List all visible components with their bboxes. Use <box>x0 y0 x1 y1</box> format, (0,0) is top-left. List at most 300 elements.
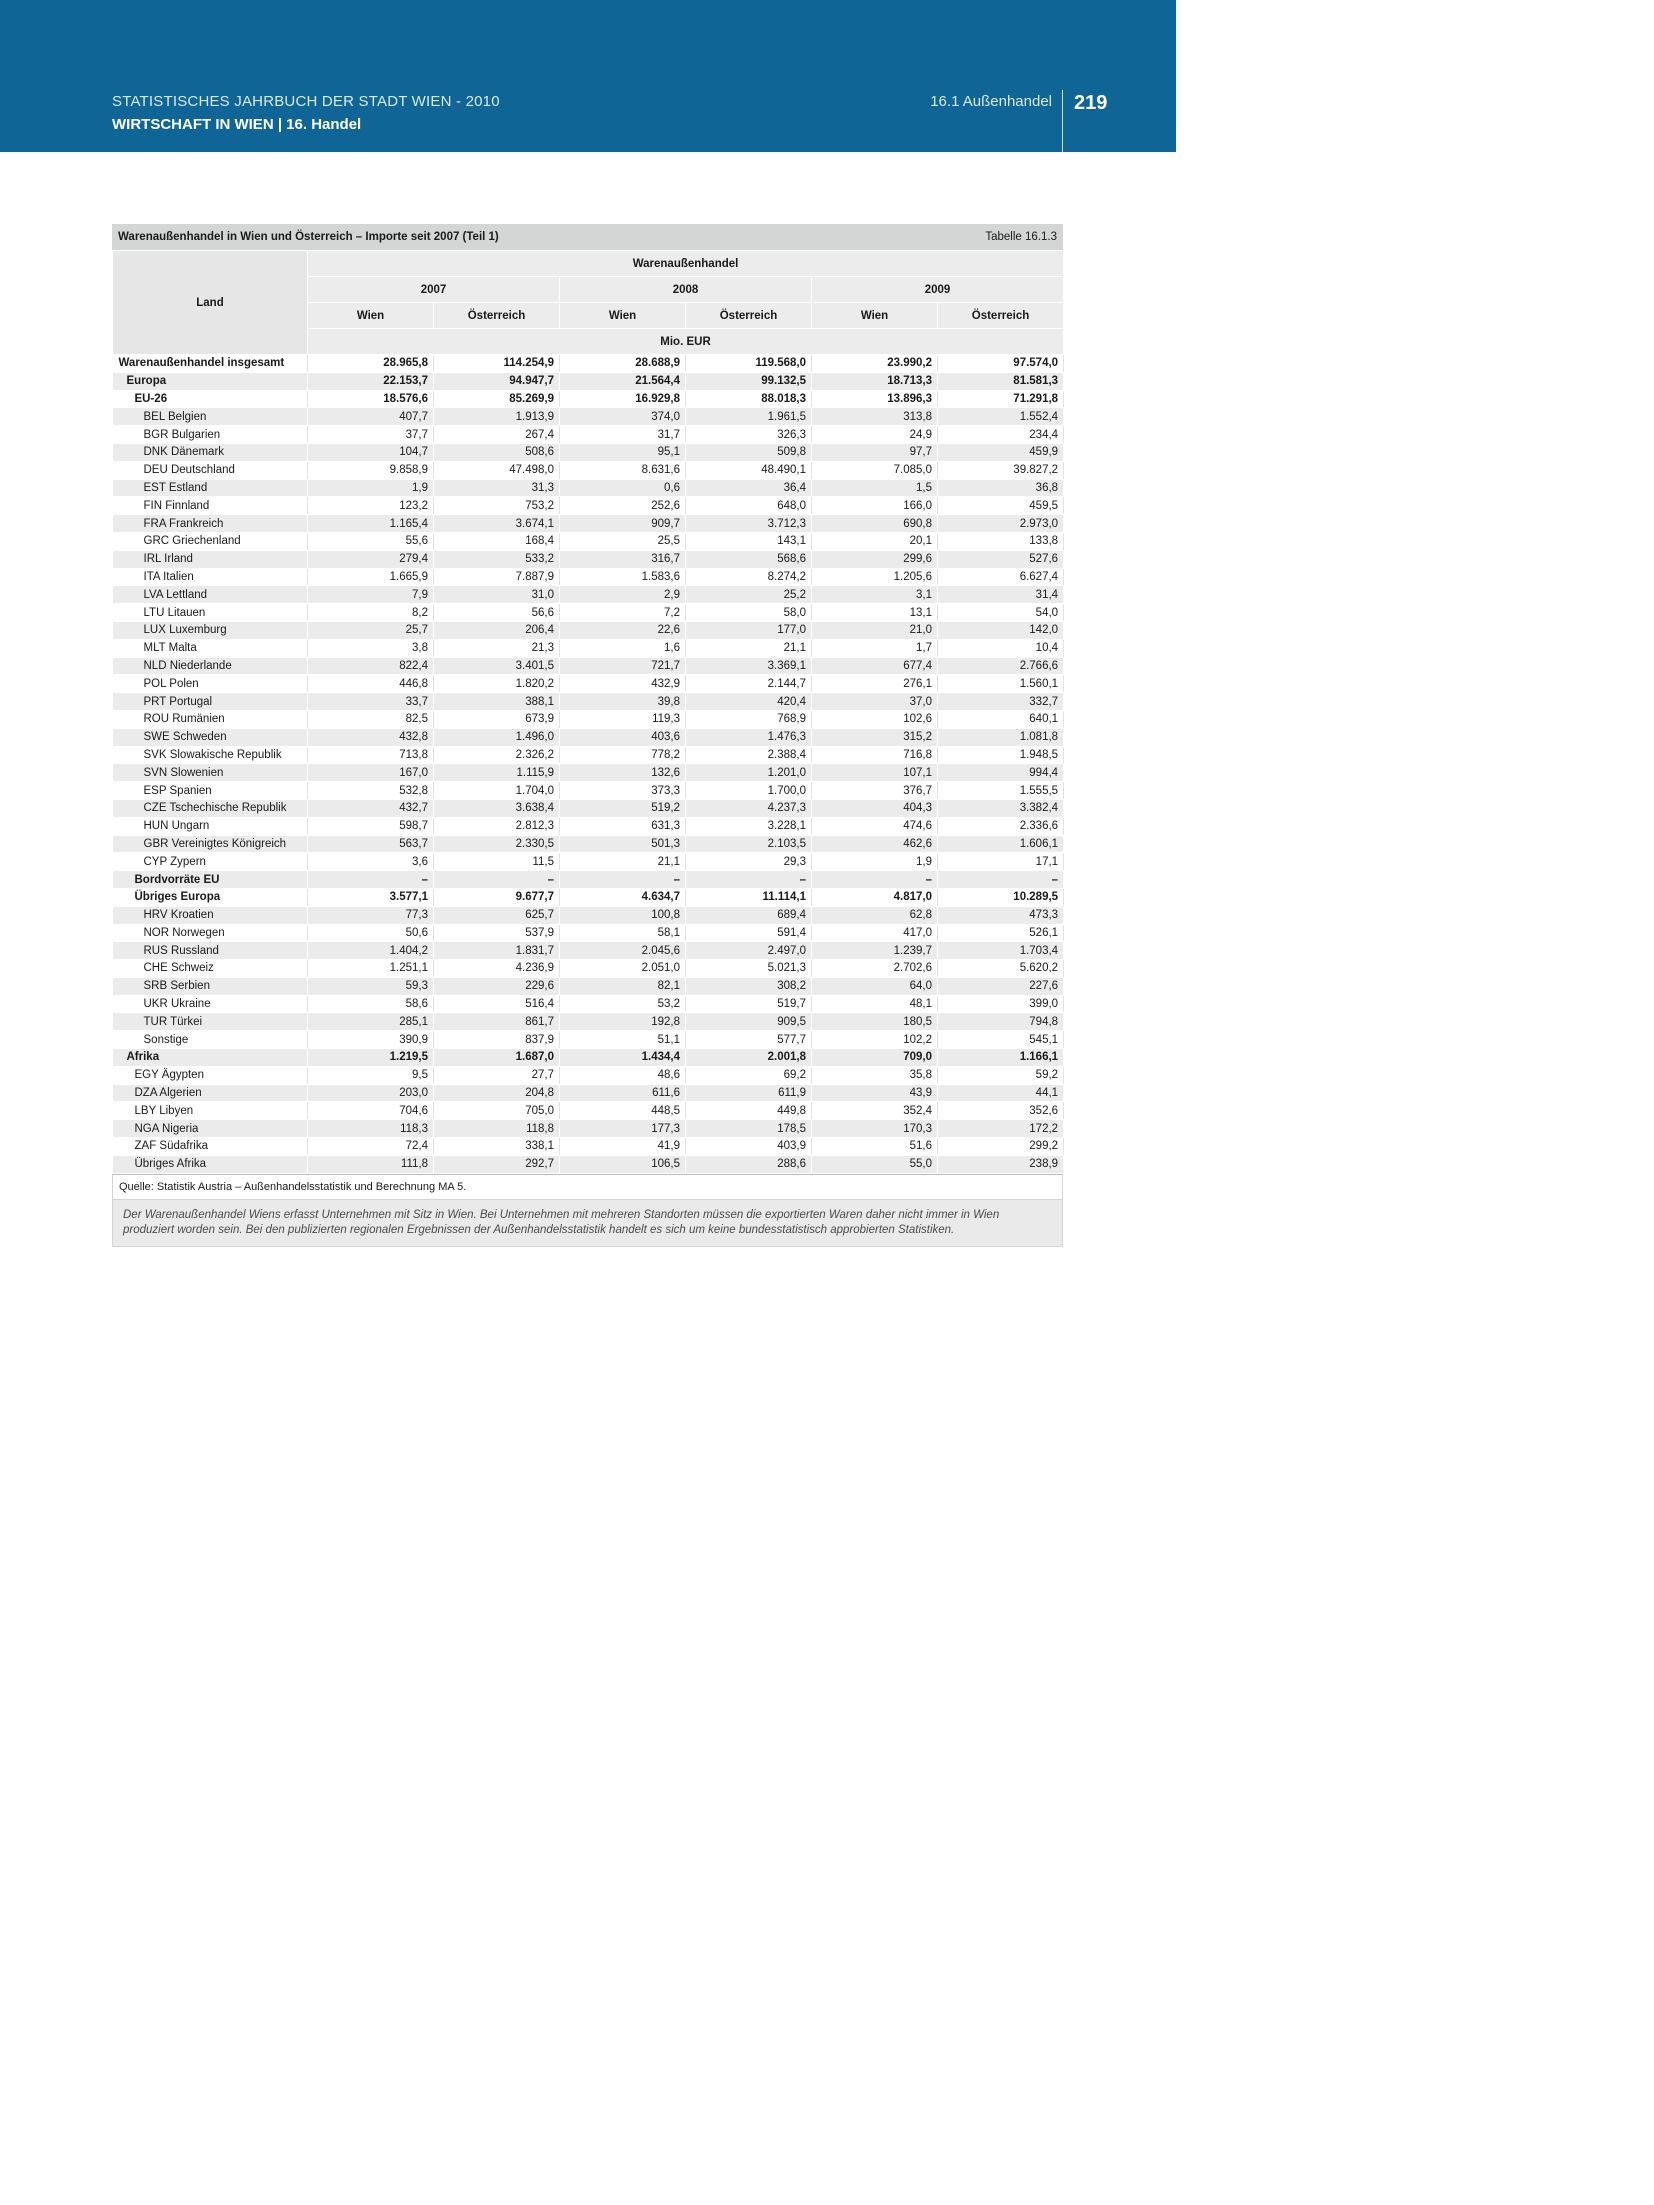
value-cell: 7.887,9 <box>434 568 560 586</box>
value-cell: 1.961,5 <box>686 408 812 426</box>
row-label: CYP Zypern <box>113 853 308 871</box>
row-label: NLD Niederlande <box>113 657 308 675</box>
table-row <box>113 408 1064 426</box>
row-label: PRT Portugal <box>113 693 308 711</box>
value-cell: 94.947,7 <box>434 372 560 390</box>
value-cell: 403,6 <box>560 728 686 746</box>
row-label: Afrika <box>113 1049 308 1067</box>
value-cell: 43,9 <box>812 1084 938 1102</box>
table-row <box>113 906 1064 924</box>
value-cell: 2.144,7 <box>686 675 812 693</box>
value-cell: 206,4 <box>434 621 560 639</box>
value-cell: 21,3 <box>434 639 560 657</box>
value-cell: 3.382,4 <box>938 799 1064 817</box>
value-cell: 778,2 <box>560 746 686 764</box>
value-cell: 631,3 <box>560 817 686 835</box>
row-label: EGY Ägypten <box>113 1066 308 1084</box>
value-cell: 178,5 <box>686 1120 812 1138</box>
value-cell: 41,9 <box>560 1138 686 1156</box>
value-cell: 501,3 <box>560 835 686 853</box>
row-label: Übriges Afrika <box>113 1155 308 1173</box>
value-cell: 56,6 <box>434 604 560 622</box>
value-cell: 1.606,1 <box>938 835 1064 853</box>
value-cell: 519,2 <box>560 799 686 817</box>
value-cell: 50,6 <box>308 924 434 942</box>
value-cell: 99.132,5 <box>686 372 812 390</box>
table-row <box>113 1084 1064 1102</box>
value-cell: 48,1 <box>812 995 938 1013</box>
value-cell: 1.166,1 <box>938 1049 1064 1067</box>
value-cell: 119,3 <box>560 710 686 728</box>
value-cell: 299,2 <box>938 1138 1064 1156</box>
value-cell: 716,8 <box>812 746 938 764</box>
value-cell: 2.812,3 <box>434 817 560 835</box>
value-cell: 133,8 <box>938 532 1064 550</box>
value-cell: 709,0 <box>812 1049 938 1067</box>
value-cell: 753,2 <box>434 497 560 515</box>
value-cell: 909,5 <box>686 1013 812 1031</box>
value-cell: 376,7 <box>812 782 938 800</box>
table-row <box>113 853 1064 871</box>
table-row <box>113 515 1064 533</box>
value-cell: 18.576,6 <box>308 390 434 408</box>
table-row <box>113 355 1064 373</box>
value-cell: 625,7 <box>434 906 560 924</box>
row-label: GBR Vereinigtes Königreich <box>113 835 308 853</box>
value-cell: 1.700,0 <box>686 782 812 800</box>
value-cell: 1.820,2 <box>434 675 560 693</box>
source-note: Quelle: Statistik Austria – Außenhandelsstatistik und Berechnung MA 5. <box>112 1174 1063 1200</box>
chapter-title: WIRTSCHAFT IN WIEN | 16. Handel <box>112 116 362 133</box>
value-cell: 2.051,0 <box>560 960 686 978</box>
value-cell: 37,0 <box>812 693 938 711</box>
value-cell: 143,1 <box>686 532 812 550</box>
value-cell: 2.326,2 <box>434 746 560 764</box>
row-label: Sonstige <box>113 1031 308 1049</box>
value-cell: 167,0 <box>308 764 434 782</box>
value-cell: 3.712,3 <box>686 515 812 533</box>
row-label: SVN Slowenien <box>113 764 308 782</box>
value-cell: 64,0 <box>812 977 938 995</box>
table-row <box>113 372 1064 390</box>
value-cell: 516,4 <box>434 995 560 1013</box>
row-label: CZE Tschechische Republik <box>113 799 308 817</box>
value-cell: 36,8 <box>938 479 1064 497</box>
value-cell: 459,9 <box>938 443 1064 461</box>
value-cell: 1.831,7 <box>434 942 560 960</box>
table-row <box>113 532 1064 550</box>
row-label: ZAF Südafrika <box>113 1138 308 1156</box>
value-cell: – <box>938 871 1064 889</box>
value-cell: 31,7 <box>560 426 686 444</box>
value-cell: 204,8 <box>434 1084 560 1102</box>
value-cell: 673,9 <box>434 710 560 728</box>
value-cell: 106,5 <box>560 1155 686 1173</box>
table-row <box>113 888 1064 906</box>
value-cell: 390,9 <box>308 1031 434 1049</box>
table-row <box>113 710 1064 728</box>
value-cell: 313,8 <box>812 408 938 426</box>
value-cell: 227,6 <box>938 977 1064 995</box>
value-cell: 25,2 <box>686 586 812 604</box>
value-cell: 1.205,6 <box>812 568 938 586</box>
value-cell: 598,7 <box>308 817 434 835</box>
value-cell: 2,9 <box>560 586 686 604</box>
row-label: LBY Libyen <box>113 1102 308 1120</box>
value-cell: 432,7 <box>308 799 434 817</box>
table-row <box>113 675 1064 693</box>
value-cell: 25,7 <box>308 621 434 639</box>
value-cell: 822,4 <box>308 657 434 675</box>
value-cell: 2.766,6 <box>938 657 1064 675</box>
value-cell: 299,6 <box>812 550 938 568</box>
value-cell: 519,7 <box>686 995 812 1013</box>
value-cell: 446,8 <box>308 675 434 693</box>
table-row <box>113 977 1064 995</box>
value-cell: 9,5 <box>308 1066 434 1084</box>
value-cell: 100,8 <box>560 906 686 924</box>
value-cell: 459,5 <box>938 497 1064 515</box>
value-cell: 44,1 <box>938 1084 1064 1102</box>
value-cell: 526,1 <box>938 924 1064 942</box>
value-cell: 203,0 <box>308 1084 434 1102</box>
value-cell: 994,4 <box>938 764 1064 782</box>
value-cell: 768,9 <box>686 710 812 728</box>
value-cell: 58,0 <box>686 604 812 622</box>
value-cell: 713,8 <box>308 746 434 764</box>
value-cell: 1.434,4 <box>560 1049 686 1067</box>
value-cell: 168,4 <box>434 532 560 550</box>
value-cell: 1.251,1 <box>308 960 434 978</box>
year-header-2007: 2007 <box>308 277 560 303</box>
row-label: MLT Malta <box>113 639 308 657</box>
value-cell: 1.081,8 <box>938 728 1064 746</box>
value-cell: 21,1 <box>686 639 812 657</box>
value-cell: 51,6 <box>812 1138 938 1156</box>
value-cell: 509,8 <box>686 443 812 461</box>
table-row <box>113 1155 1064 1173</box>
table-row <box>113 871 1064 889</box>
value-cell: 35,8 <box>812 1066 938 1084</box>
row-label: FRA Frankreich <box>113 515 308 533</box>
table-title: Warenaußenhandel in Wien und Österreich – Importe seit 2007 (Teil 1) <box>118 231 499 243</box>
value-cell: 166,0 <box>812 497 938 515</box>
year-header-2008: 2008 <box>560 277 812 303</box>
value-cell: 420,4 <box>686 693 812 711</box>
table-row <box>113 1102 1064 1120</box>
value-cell: 21,1 <box>560 853 686 871</box>
row-label: ROU Rumänien <box>113 710 308 728</box>
row-label: ITA Italien <box>113 568 308 586</box>
value-cell: 909,7 <box>560 515 686 533</box>
value-cell: 118,8 <box>434 1120 560 1138</box>
value-cell: 36,4 <box>686 479 812 497</box>
table-row <box>113 497 1064 515</box>
value-cell: 114.254,9 <box>434 355 560 373</box>
value-cell: 77,3 <box>308 906 434 924</box>
value-cell: 48.490,1 <box>686 461 812 479</box>
value-cell: 2.045,6 <box>560 942 686 960</box>
value-cell: 20,1 <box>812 532 938 550</box>
value-cell: 432,9 <box>560 675 686 693</box>
row-label: SWE Schweden <box>113 728 308 746</box>
value-cell: 1.496,0 <box>434 728 560 746</box>
value-cell: 180,5 <box>812 1013 938 1031</box>
value-cell: 276,1 <box>812 675 938 693</box>
value-cell: 9.677,7 <box>434 888 560 906</box>
value-cell: 4.237,3 <box>686 799 812 817</box>
table-row <box>113 995 1064 1013</box>
value-cell: 407,7 <box>308 408 434 426</box>
value-cell: 403,9 <box>686 1138 812 1156</box>
value-cell: 234,4 <box>938 426 1064 444</box>
table-row <box>113 817 1064 835</box>
section-title: 16.1 Außenhandel <box>930 93 1052 110</box>
table-row <box>113 1049 1064 1067</box>
table-row <box>113 960 1064 978</box>
value-cell: 577,7 <box>686 1031 812 1049</box>
table-row <box>113 426 1064 444</box>
value-cell: 2.330,5 <box>434 835 560 853</box>
value-cell: 267,4 <box>434 426 560 444</box>
sub-header-oesterreich: Österreich <box>938 303 1064 329</box>
value-cell: 132,6 <box>560 764 686 782</box>
value-cell: 1.239,7 <box>812 942 938 960</box>
value-cell: 374,0 <box>560 408 686 426</box>
value-cell: 29,3 <box>686 853 812 871</box>
table-row <box>113 942 1064 960</box>
row-label: DNK Dänemark <box>113 443 308 461</box>
table-row <box>113 1138 1064 1156</box>
value-cell: 677,4 <box>812 657 938 675</box>
table-row <box>113 746 1064 764</box>
table-row <box>113 657 1064 675</box>
value-cell: 432,8 <box>308 728 434 746</box>
value-cell: 1.560,1 <box>938 675 1064 693</box>
table-row <box>113 568 1064 586</box>
value-cell: 37,7 <box>308 426 434 444</box>
value-cell: 1.583,6 <box>560 568 686 586</box>
value-cell: 640,1 <box>938 710 1064 728</box>
value-cell: 721,7 <box>560 657 686 675</box>
value-cell: 338,1 <box>434 1138 560 1156</box>
row-label: Bordvorräte EU <box>113 871 308 889</box>
value-cell: 279,4 <box>308 550 434 568</box>
table-row <box>113 586 1064 604</box>
row-label: POL Polen <box>113 675 308 693</box>
table-row <box>113 764 1064 782</box>
value-cell: 2.973,0 <box>938 515 1064 533</box>
value-cell: 3.228,1 <box>686 817 812 835</box>
table-row <box>113 728 1064 746</box>
table-id: Tabelle 16.1.3 <box>985 231 1057 243</box>
table-row <box>113 1013 1064 1031</box>
value-cell: 85.269,9 <box>434 390 560 408</box>
table-row <box>113 604 1064 622</box>
value-cell: 31,3 <box>434 479 560 497</box>
table-row <box>113 1031 1064 1049</box>
table-row <box>113 1120 1064 1138</box>
value-cell: 13,1 <box>812 604 938 622</box>
value-cell: 527,6 <box>938 550 1064 568</box>
value-cell: 55,6 <box>308 532 434 550</box>
value-cell: 170,3 <box>812 1120 938 1138</box>
value-cell: 1.704,0 <box>434 782 560 800</box>
value-cell: 2.497,0 <box>686 942 812 960</box>
value-cell: 837,9 <box>434 1031 560 1049</box>
value-cell: 1.665,9 <box>308 568 434 586</box>
value-cell: 7,9 <box>308 586 434 604</box>
value-cell: 82,1 <box>560 977 686 995</box>
row-label: DZA Algerien <box>113 1084 308 1102</box>
value-cell: 648,0 <box>686 497 812 515</box>
value-cell: 8,2 <box>308 604 434 622</box>
value-cell: 69,2 <box>686 1066 812 1084</box>
value-cell: 388,1 <box>434 693 560 711</box>
value-cell: 8.631,6 <box>560 461 686 479</box>
value-cell: 72,4 <box>308 1138 434 1156</box>
value-cell: 1,9 <box>812 853 938 871</box>
value-cell: 17,1 <box>938 853 1064 871</box>
value-cell: 7.085,0 <box>812 461 938 479</box>
row-label: BEL Belgien <box>113 408 308 426</box>
value-cell: 5.620,2 <box>938 960 1064 978</box>
value-cell: 1,5 <box>812 479 938 497</box>
value-cell: 285,1 <box>308 1013 434 1031</box>
value-cell: 13.896,3 <box>812 390 938 408</box>
value-cell: 59,3 <box>308 977 434 995</box>
row-label: FIN Finnland <box>113 497 308 515</box>
value-cell: 332,7 <box>938 693 1064 711</box>
value-cell: 705,0 <box>434 1102 560 1120</box>
value-cell: 2.702,6 <box>812 960 938 978</box>
sub-header-wien: Wien <box>812 303 938 329</box>
value-cell: 1,7 <box>812 639 938 657</box>
value-cell: 4.236,9 <box>434 960 560 978</box>
value-cell: 352,6 <box>938 1102 1064 1120</box>
yearbook-title: STATISTISCHES JAHRBUCH DER STADT WIEN - 2010 <box>112 93 500 110</box>
value-cell: 704,6 <box>308 1102 434 1120</box>
value-cell: 3.369,1 <box>686 657 812 675</box>
year-header-2009: 2009 <box>812 277 1064 303</box>
value-cell: 689,4 <box>686 906 812 924</box>
value-cell: 568,6 <box>686 550 812 568</box>
value-cell: 123,2 <box>308 497 434 515</box>
value-cell: 288,6 <box>686 1155 812 1173</box>
row-label: NGA Nigeria <box>113 1120 308 1138</box>
table-row <box>113 639 1064 657</box>
row-label: NOR Norwegen <box>113 924 308 942</box>
value-cell: 10.289,5 <box>938 888 1064 906</box>
table-row <box>113 443 1064 461</box>
value-cell: 308,2 <box>686 977 812 995</box>
value-cell: 563,7 <box>308 835 434 853</box>
value-cell: 1,9 <box>308 479 434 497</box>
value-cell: – <box>434 871 560 889</box>
row-label: DEU Deutschland <box>113 461 308 479</box>
value-cell: 794,8 <box>938 1013 1064 1031</box>
sub-header-oesterreich: Österreich <box>686 303 812 329</box>
value-cell: 3.638,4 <box>434 799 560 817</box>
value-cell: 2.388,4 <box>686 746 812 764</box>
row-label: SVK Slowakische Republik <box>113 746 308 764</box>
value-cell: 119.568,0 <box>686 355 812 373</box>
value-cell: 31,0 <box>434 586 560 604</box>
value-cell: 1.404,2 <box>308 942 434 960</box>
value-cell: – <box>560 871 686 889</box>
row-label: EU-26 <box>113 390 308 408</box>
value-cell: 177,0 <box>686 621 812 639</box>
row-label: ESP Spanien <box>113 782 308 800</box>
value-cell: 95,1 <box>560 443 686 461</box>
value-cell: 23.990,2 <box>812 355 938 373</box>
value-cell: 3,1 <box>812 586 938 604</box>
value-cell: 118,3 <box>308 1120 434 1138</box>
value-cell: 448,5 <box>560 1102 686 1120</box>
row-label: RUS Russland <box>113 942 308 960</box>
row-label: GRC Griechenland <box>113 532 308 550</box>
row-label: SRB Serbien <box>113 977 308 995</box>
value-cell: – <box>812 871 938 889</box>
table-row <box>113 390 1064 408</box>
value-cell: 24,9 <box>812 426 938 444</box>
value-cell: 22,6 <box>560 621 686 639</box>
value-cell: 2.336,6 <box>938 817 1064 835</box>
value-cell: 1.948,5 <box>938 746 1064 764</box>
value-cell: 55,0 <box>812 1155 938 1173</box>
row-label: CHE Schweiz <box>113 960 308 978</box>
value-cell: 3,8 <box>308 639 434 657</box>
value-cell: 532,8 <box>308 782 434 800</box>
value-cell: – <box>308 871 434 889</box>
table-row <box>113 835 1064 853</box>
value-cell: 1.552,4 <box>938 408 1064 426</box>
row-label: LUX Luxemburg <box>113 621 308 639</box>
value-cell: 104,7 <box>308 443 434 461</box>
value-cell: 533,2 <box>434 550 560 568</box>
value-cell: 417,0 <box>812 924 938 942</box>
page-number: 219 <box>1074 92 1108 114</box>
table-row <box>113 550 1064 568</box>
value-cell: 51,1 <box>560 1031 686 1049</box>
row-label: IRL Irland <box>113 550 308 568</box>
value-cell: – <box>686 871 812 889</box>
value-cell: 473,3 <box>938 906 1064 924</box>
value-cell: 11.114,1 <box>686 888 812 906</box>
value-cell: 33,7 <box>308 693 434 711</box>
value-cell: 537,9 <box>434 924 560 942</box>
table-body <box>113 355 1064 1174</box>
value-cell: 88.018,3 <box>686 390 812 408</box>
value-cell: 39,8 <box>560 693 686 711</box>
value-cell: 27,7 <box>434 1066 560 1084</box>
value-cell: 399,0 <box>938 995 1064 1013</box>
table-row <box>113 782 1064 800</box>
value-cell: 62,8 <box>812 906 938 924</box>
value-cell: 0,6 <box>560 479 686 497</box>
value-cell: 59,2 <box>938 1066 1064 1084</box>
value-cell: 611,6 <box>560 1084 686 1102</box>
value-cell: 107,1 <box>812 764 938 782</box>
value-cell: 16.929,8 <box>560 390 686 408</box>
value-cell: 2.001,8 <box>686 1049 812 1067</box>
table-row <box>113 693 1064 711</box>
value-cell: 177,3 <box>560 1120 686 1138</box>
value-cell: 404,3 <box>812 799 938 817</box>
value-cell: 252,6 <box>560 497 686 515</box>
value-cell: 111,8 <box>308 1155 434 1173</box>
row-label: EST Estland <box>113 479 308 497</box>
